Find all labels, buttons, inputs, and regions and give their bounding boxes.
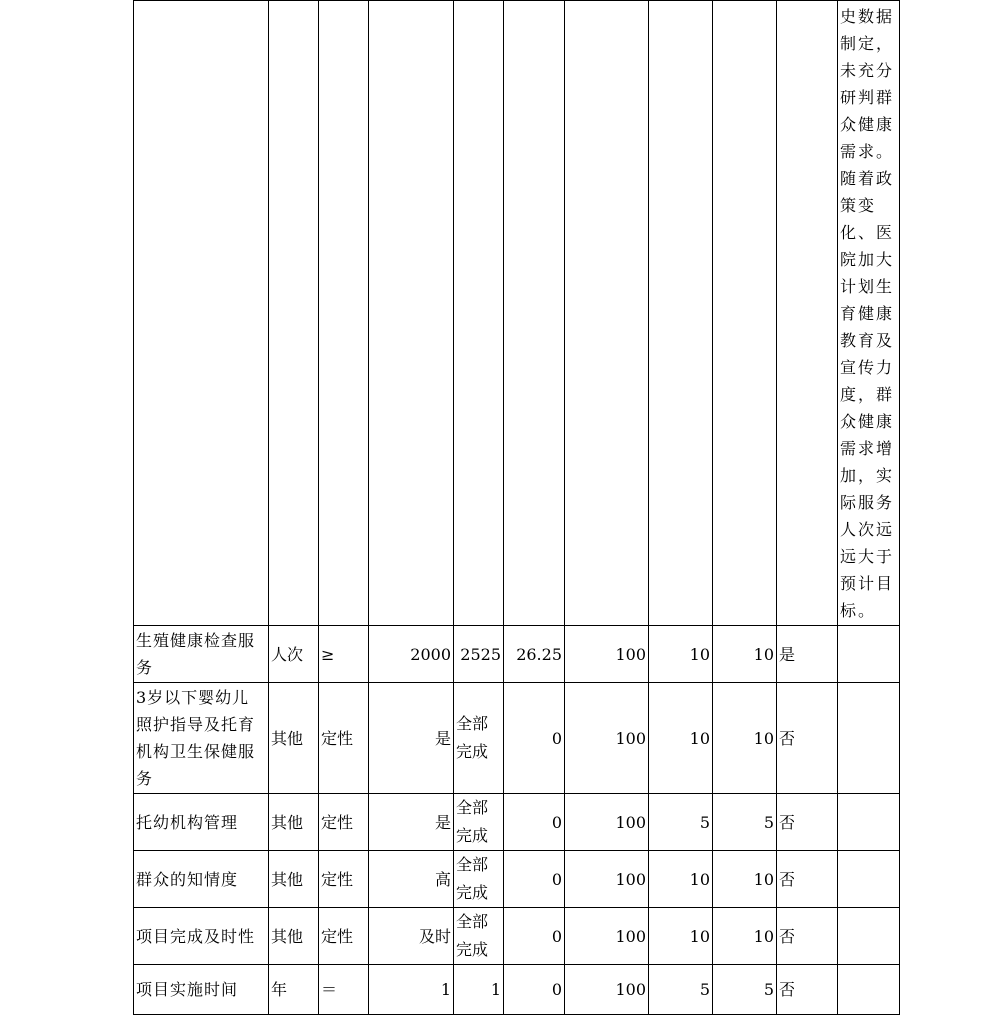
operator-cell: 定性 [319,908,369,965]
empty-cell [269,1,319,626]
score-cell: 10 [713,851,777,908]
flag-cell: 否 [777,794,838,851]
weight-cell: 10 [649,851,713,908]
actual-cell [454,908,504,965]
deviation-cell: 0 [504,683,565,794]
rate-cell: 100 [565,908,649,965]
indicator-name: 3岁以下婴幼儿照护指导及托育机构卫生保健服务 [134,683,269,794]
rate-cell: 100 [565,965,649,1015]
rate-cell: 100 [565,794,649,851]
table-row [134,1,900,626]
deviation-cell: 0 [504,965,565,1015]
empty-cell [369,1,454,626]
indicator-name: 项目完成及时性 [134,908,269,965]
score-cell: 10 [713,626,777,683]
table-row [134,965,900,1015]
empty-cell [649,1,713,626]
actual-text: 全部完成 [456,912,489,959]
actual-cell [454,851,504,908]
operator-cell: 定性 [319,683,369,794]
flag-cell: 否 [777,908,838,965]
target-cell: 2000 [369,626,454,683]
empty-cell [838,794,900,851]
table-row [134,851,900,908]
actual-text: 全部完成 [456,714,489,761]
flag-cell: 否 [777,851,838,908]
weight-cell: 5 [649,965,713,1015]
indicator-name: 托幼机构管理 [134,794,269,851]
rate-cell: 100 [565,626,649,683]
indicator-name: 群众的知情度 [134,851,269,908]
flag-cell: 否 [777,683,838,794]
empty-cell [319,1,369,626]
table-row [134,908,900,965]
unit-cell: 其他 [269,794,319,851]
operator-cell: ＝ [319,965,369,1015]
target-cell: 1 [369,965,454,1015]
empty-cell [777,1,838,626]
target-cell: 及时 [369,908,454,965]
rate-cell: 100 [565,683,649,794]
actual-cell: 2525 [454,626,504,683]
actual-cell [454,794,504,851]
rate-cell: 100 [565,851,649,908]
unit-cell: 其他 [269,908,319,965]
empty-cell [565,1,649,626]
empty-cell [838,683,900,794]
flag-cell: 否 [777,965,838,1015]
target-cell: 是 [369,683,454,794]
score-cell: 5 [713,965,777,1015]
indicator-name: 生殖健康检查服务 [134,626,269,683]
deviation-cell: 0 [504,908,565,965]
indicator-table [133,0,900,1015]
weight-cell: 10 [649,908,713,965]
target-cell: 高 [369,851,454,908]
unit-cell: 其他 [269,683,319,794]
indicator-name: 项目实施时间 [134,965,269,1015]
deviation-cell: 0 [504,794,565,851]
deviation-cell: 26.25 [504,626,565,683]
score-cell: 10 [713,683,777,794]
empty-cell [838,908,900,965]
score-cell: 5 [713,794,777,851]
empty-cell [838,851,900,908]
table-row [134,626,900,683]
deviation-cell: 0 [504,851,565,908]
operator-cell: 定性 [319,794,369,851]
unit-cell: 其他 [269,851,319,908]
empty-cell [454,1,504,626]
operator-cell: 定性 [319,851,369,908]
actual-cell: 1 [454,965,504,1015]
operator-cell: ≥ [319,626,369,683]
weight-cell: 10 [649,683,713,794]
empty-cell [134,1,269,626]
unit-cell: 人次 [269,626,319,683]
empty-cell [838,965,900,1015]
empty-cell [713,1,777,626]
score-cell: 10 [713,908,777,965]
target-cell: 是 [369,794,454,851]
deviation-reason-note: 史数据制定，未充分研判群众健康需求。随着政策变化、医院加大计划生育健康教育及宣传力度，群众健康需求增加，实际服务人次远远大于预计目标。 [838,1,900,626]
table-row [134,683,900,794]
weight-cell: 10 [649,626,713,683]
actual-cell [454,683,504,794]
empty-cell [504,1,565,626]
actual-text: 全部完成 [456,798,489,845]
flag-cell: 是 [777,626,838,683]
weight-cell: 5 [649,794,713,851]
actual-text: 全部完成 [456,855,489,902]
table-row [134,794,900,851]
empty-cell [838,626,900,683]
unit-cell: 年 [269,965,319,1015]
